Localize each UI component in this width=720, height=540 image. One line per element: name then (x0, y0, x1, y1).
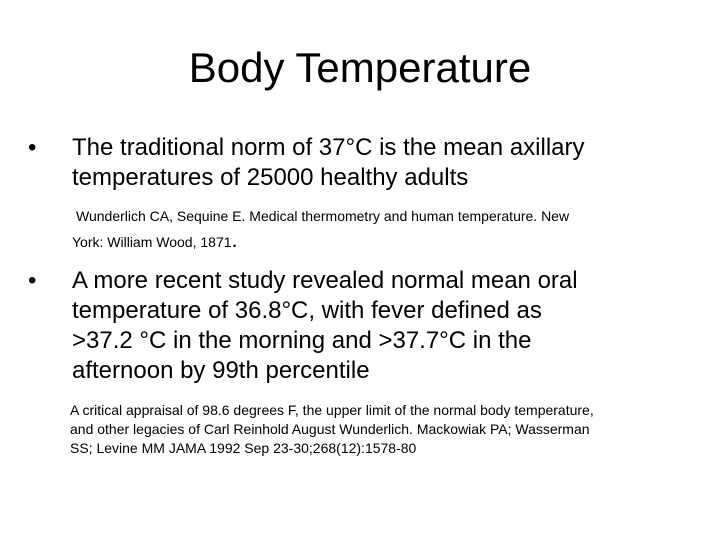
bullet-icon: • (28, 134, 37, 161)
bullet-text-line: temperature of 36.8°C, with fever defined as (72, 297, 542, 324)
reference-text: York: William Wood, 1871 (72, 234, 232, 250)
reference-mackowiak (70, 401, 690, 458)
reference-text-line: SS; Levine MM JAMA 1992 Sep 23-30;268(12):1578-80 (70, 440, 417, 456)
bullet-text-line: temperatures of 25000 healthy adults (72, 164, 469, 191)
bullet-icon: • (28, 267, 37, 294)
reference-text-line (72, 229, 672, 255)
reference-text-line: Wunderlich CA, Sequine E. Medical thermometry and human temperature. New (76, 208, 570, 224)
slide-title: Body Temperature (188, 44, 532, 91)
bullet-text-line: afternoon by 99th percentile (72, 357, 370, 384)
reference-text-line: and other legacies of Carl Reinhold August Wunderlich. Mackowiak PA; Wasserman (70, 421, 590, 437)
bullet-item-recent-study (28, 266, 692, 386)
bullet-item-traditional-norm (28, 133, 692, 193)
reference-text-line: A critical appraisal of 98.6 degrees F, the upper limit of the normal body temperature, (70, 402, 594, 418)
reference-period: . (231, 227, 238, 252)
bullet-text-line: >37.2 °C in the morning and >37.7°C in the (72, 327, 532, 354)
bullet-text-line: The traditional norm of 37°C is the mean axillary (72, 134, 585, 161)
reference-wunderlich (72, 203, 672, 255)
bullet-text-line: A more recent study revealed normal mean oral (72, 267, 578, 294)
